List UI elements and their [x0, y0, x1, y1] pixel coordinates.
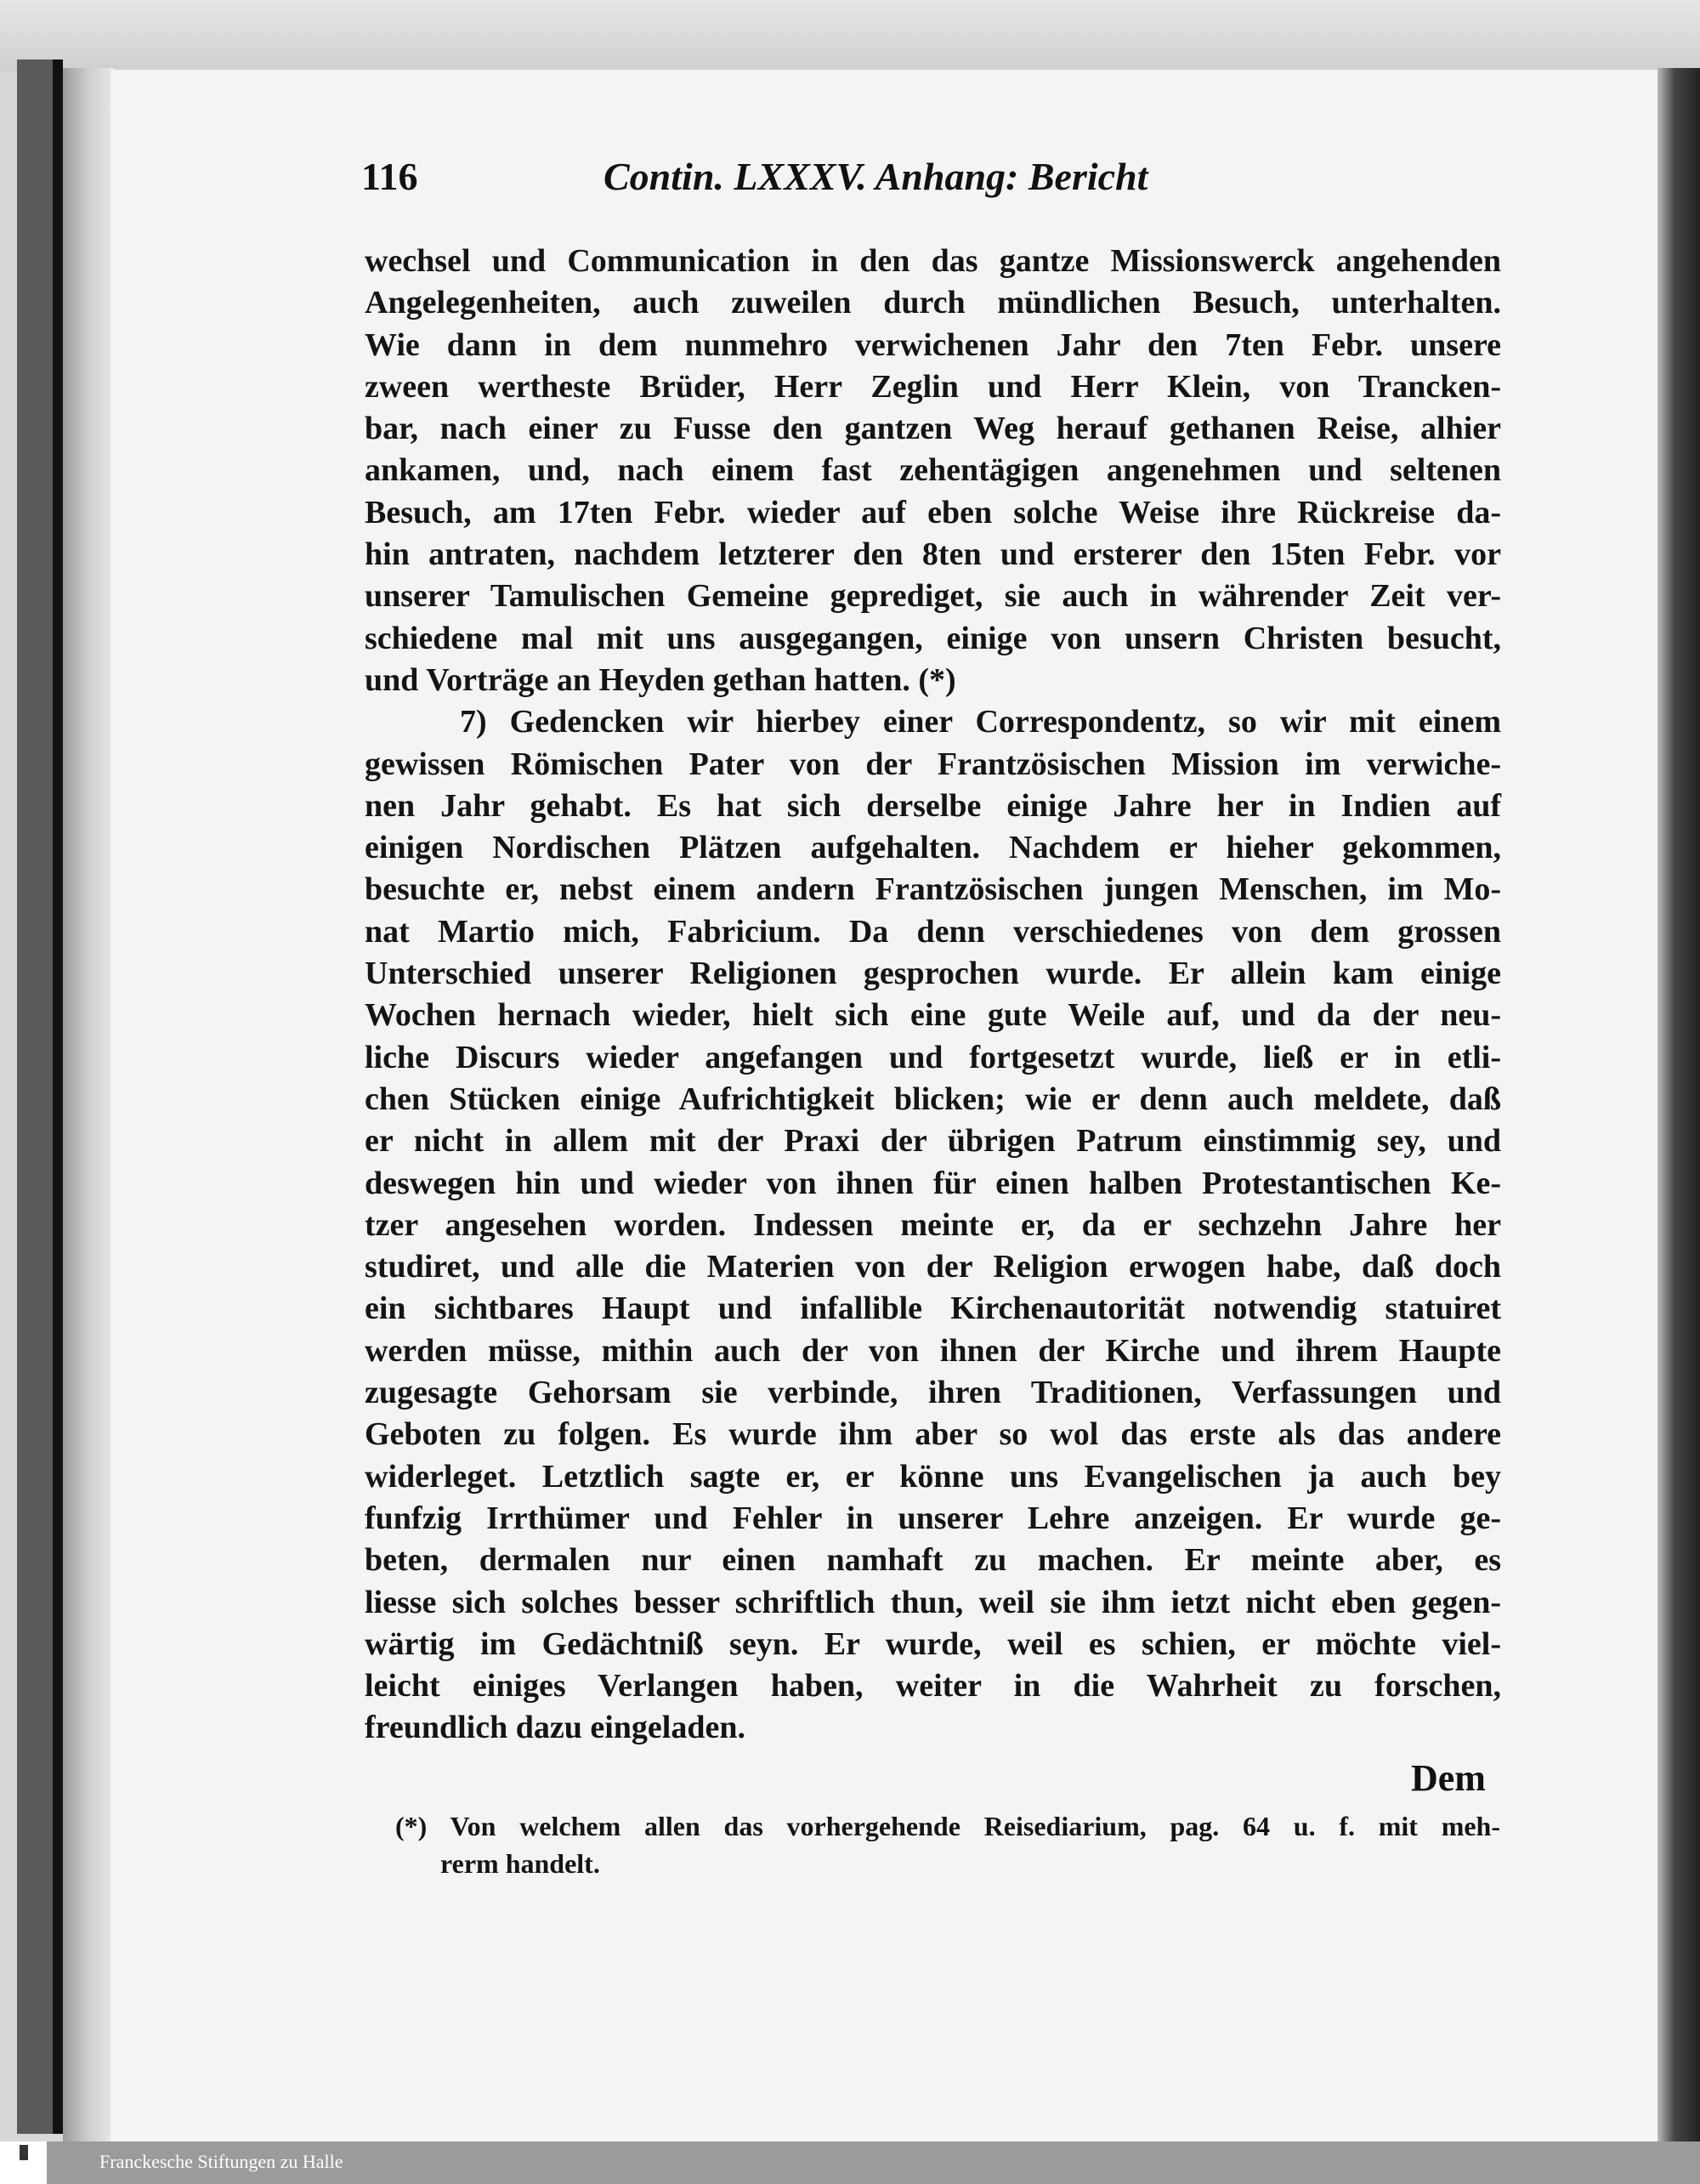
text-line: und Vorträge an Heyden gethan hatten. (*): [365, 661, 956, 698]
text-line: funfzig Irrthümer und Fehler in unserer Lehre anzeigen. Er wurde ge-: [365, 1500, 1501, 1536]
text-line: werden müsse, mithin auch der von ihnen der Kirche und ihrem Haupte: [365, 1332, 1501, 1369]
institution-name: Franckesche Stiftungen zu Halle: [99, 2151, 343, 2172]
text-line: beten, dermalen nur einen namhaft zu machen. Er meinte aber, es: [365, 1542, 1501, 1579]
text-line: nat Martio mich, Fabricium. Da denn verschiedenes von dem grossen: [365, 913, 1501, 950]
page-stack-edge: [63, 68, 114, 2142]
text-line: er nicht in allem mit der Praxi der übrigen Patrum einstimmig sey, und: [365, 1123, 1501, 1160]
text-line: zween wertheste Brüder, Herr Zeglin und Herr Klein, von Trancken-: [365, 368, 1501, 405]
text-line: liche Discurs wieder angefangen und fortgesetzt wurde, ließ er in etli-: [365, 1039, 1501, 1075]
text-line: Wochen hernach wieder, hielt sich eine gute Weile auf, und da der neu-: [365, 997, 1501, 1034]
page-header: [361, 153, 1262, 204]
book-spine-edge: [53, 60, 63, 2134]
text-line: besuchte er, nebst einem andern Frantzösischen jungen Menschen, im Mo-: [365, 871, 1501, 908]
text-line: 7) Gedencken wir hierbey einer Correspondentz, so wir mit einem: [460, 704, 1501, 740]
logo-icon: [20, 2145, 28, 2160]
text-line: chen Stücken einige Aufrichtigkeit blicken; wie er denn auch meldete, daß: [365, 1081, 1501, 1117]
page-number: 116: [361, 155, 418, 198]
text-line: Besuch, am 17ten Febr. wieder auf eben solche Weise ihre Rückreise da-: [365, 494, 1501, 530]
text-line: ankamen, und, nach einem fast zehentägigen angenehmen und seltenen: [365, 452, 1501, 489]
text-line: liesse sich solches besser schriftlich thun, weil sie ihm ietzt nicht eben gegen-: [365, 1584, 1501, 1620]
body-text: [365, 241, 1501, 1750]
text-line: bar, nach einer zu Fusse den gantzen Weg herauf gethanen Reise, alhier: [365, 411, 1501, 447]
text-line: widerleget. Letztlich sagte er, er könne uns Evangelischen ja auch bey: [365, 1458, 1501, 1495]
footnote-line: rerm handelt.: [440, 1848, 600, 1879]
text-line: studiret, und alle die Materien von der Religion erwogen habe, daß doch: [365, 1249, 1501, 1285]
running-title: Contin. LXXXV. Anhang: Bericht: [604, 155, 1148, 198]
text-line: einigen Nordischen Plätzen aufgehalten. Nachdem er hieher gekommen,: [365, 830, 1501, 866]
text-line: gewissen Römischen Pater von der Frantzösischen Mission im verwiche-: [365, 746, 1501, 782]
footnote-line: (*) Von welchem allen das vorhergehende Reisediarium, pag. 64 u. f. mit meh-: [395, 1811, 1500, 1841]
text-line: leicht einiges Verlangen haben, weiter in die Wahrheit zu forschen,: [365, 1668, 1501, 1705]
text-line: hin antraten, nachdem letzterer den 8ten und ersterer den 15ten Febr. vor: [365, 536, 1501, 573]
text-line: ein sichtbares Haupt und infallible Kirchenautorität notwendig statuiret: [365, 1291, 1501, 1327]
right-book-edge: [1658, 68, 1700, 2142]
text-line: zugesagte Gehorsam sie verbinde, ihren Traditionen, Verfassungen und: [365, 1375, 1501, 1411]
text-line: unserer Tamulischen Gemeine geprediget, sie auch in währender Zeit ver-: [365, 578, 1501, 615]
text-line: deswegen hin und wieder von ihnen für einen halben Protestantischen Ke-: [365, 1165, 1501, 1201]
scan-background: [0, 0, 1700, 72]
text-line: nen Jahr gehabt. Es hat sich derselbe einige Jahre her in Indien auf: [365, 787, 1501, 824]
text-line: Unterschied unserer Religionen gesprochen wurde. Er allein kam einige: [365, 956, 1501, 992]
text-line: Wie dann in dem nunmehro verwichenen Jahr den 7ten Febr. unsere: [365, 326, 1501, 363]
text-line: tzer angesehen worden. Indessen meinte er, da er sechzehn Jahre her: [365, 1206, 1501, 1243]
text-line: Angelegenheiten, auch zuweilen durch mündlichen Besuch, unterhalten.: [365, 285, 1501, 321]
footer-bar: [47, 2141, 1700, 2184]
text-line: freundlich dazu eingeladen.: [365, 1710, 745, 1746]
institution-logo: [5, 2145, 42, 2181]
text-line: wärtig im Gedächtniß seyn. Er wurde, weil es schien, er möchte viel-: [365, 1625, 1501, 1662]
footer: [0, 2141, 1700, 2184]
text-line: schiedene mal mit uns ausgegangen, einige von unsern Christen besucht,: [365, 620, 1501, 656]
text-line: wechsel und Communication in den das gantze Missionswerck angehenden: [365, 243, 1501, 279]
text-line: Geboten zu folgen. Es wurde ihm aber so wol das erste als das andere: [365, 1416, 1501, 1453]
catchword: Dem: [1411, 1757, 1486, 1799]
